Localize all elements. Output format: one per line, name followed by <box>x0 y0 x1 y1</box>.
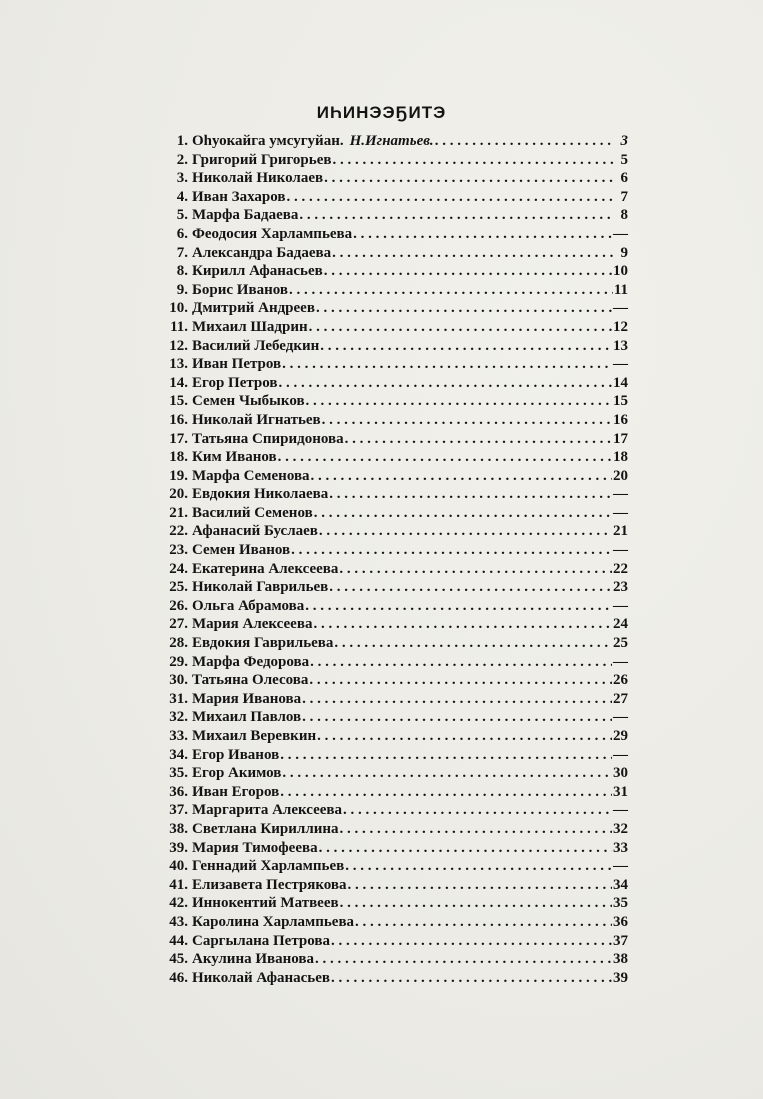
entry-title: Борис Иванов <box>192 281 288 298</box>
entry-page-number: 9 <box>620 244 628 261</box>
dot-leader <box>329 486 612 503</box>
entry-page-number: 36 <box>613 913 628 930</box>
entry-page-number: — <box>613 356 628 373</box>
entry-page-number: — <box>613 542 628 559</box>
dot-leader <box>280 747 612 764</box>
entry-title: Афанасий Буслаев <box>192 523 318 540</box>
entry-number: 30. <box>169 672 188 689</box>
toc-entry <box>160 468 628 487</box>
entry-title: Феодосия Харлампьева <box>192 225 353 242</box>
toc-entry <box>160 505 628 524</box>
entry-page-number: 25 <box>613 635 628 652</box>
entry-page-number: 10 <box>613 263 628 280</box>
dot-leader <box>353 226 612 243</box>
entry-page-number: — <box>613 225 628 242</box>
dot-leader <box>345 431 612 448</box>
table-of-contents <box>160 133 628 988</box>
entry-page-number: 22 <box>613 560 628 577</box>
dot-leader <box>322 412 612 429</box>
toc-entry <box>160 133 628 152</box>
entry-page-number: 3 <box>620 133 628 149</box>
entry-title: Елизавета Пестрякова <box>192 876 347 893</box>
show-through-texture <box>66 58 706 73</box>
toc-entry <box>160 300 628 319</box>
dot-leader <box>317 728 612 745</box>
entry-number: 40. <box>169 858 188 875</box>
entry-number: 46. <box>169 969 188 986</box>
dot-leader <box>334 635 612 652</box>
entry-title: Николай Игнатьев <box>192 411 321 428</box>
entry-title: Дмитрий Андреев <box>192 300 315 317</box>
entry-page-number: 15 <box>613 393 628 410</box>
toc-entry <box>160 784 628 803</box>
entry-number: 28. <box>169 635 188 652</box>
dot-leader <box>355 914 612 931</box>
entry-title: Марфа Бадаева <box>192 207 299 224</box>
entry-page-number: 26 <box>613 672 628 689</box>
entry-title: Мария Тимофеева <box>192 839 318 856</box>
entry-title: Александра Бадаева <box>192 244 332 261</box>
entry-number: 32. <box>169 709 188 726</box>
toc-entry <box>160 598 628 617</box>
dot-leader <box>311 468 612 485</box>
entry-page-number: — <box>613 597 628 614</box>
entry-number: 5. <box>176 207 188 224</box>
dot-leader <box>339 561 612 578</box>
entry-number: 23. <box>169 542 188 559</box>
dot-leader <box>289 282 613 299</box>
entry-title: Николай Николаев <box>192 170 324 187</box>
toc-entry <box>160 672 628 691</box>
entry-page-number: 14 <box>613 374 628 391</box>
entry-title: Марфа Федорова <box>192 653 310 670</box>
entry-number: 1. <box>176 133 188 149</box>
entry-title: Иван Егоров <box>192 783 280 800</box>
dot-leader <box>309 672 612 689</box>
entry-page-number: 16 <box>613 411 628 428</box>
entry-title: Акулина Иванова <box>192 951 314 968</box>
entry-number: 21. <box>169 504 188 521</box>
entry-title: Ким Иванов <box>192 449 277 466</box>
toc-entry <box>160 207 628 226</box>
dot-leader <box>310 654 612 671</box>
toc-entry <box>160 691 628 710</box>
entry-number: 6. <box>176 225 188 242</box>
entry-page-number: — <box>613 300 628 317</box>
entry-number: 42. <box>169 895 188 912</box>
entry-number: 24. <box>169 560 188 577</box>
entry-page-number: 12 <box>613 318 628 335</box>
entry-title: Татьяна Олесова <box>192 672 309 689</box>
entry-title: Василий Семенов <box>192 504 313 521</box>
dot-leader <box>299 207 615 224</box>
toc-entry <box>160 170 628 189</box>
entry-page-number: — <box>613 746 628 763</box>
entry-title: Евдокия Николаева <box>192 486 329 503</box>
dot-leader <box>302 691 612 708</box>
entry-title: Геннадий Харлампьев <box>192 858 345 875</box>
entry-page-number: 39 <box>613 969 628 986</box>
dot-leader <box>315 951 612 968</box>
entry-author: Н.Игнатьев. <box>349 133 434 149</box>
dot-leader <box>332 245 615 262</box>
toc-entry <box>160 393 628 412</box>
dot-leader <box>324 170 615 187</box>
toc-entry <box>160 877 628 896</box>
entry-number: 39. <box>169 839 188 856</box>
entry-page-number: — <box>613 802 628 819</box>
entry-page-number: 30 <box>613 765 628 782</box>
dot-leader <box>319 523 612 540</box>
entry-title: Светлана Кириллина <box>192 820 339 837</box>
toc-entry <box>160 412 628 431</box>
toc-entry <box>160 821 628 840</box>
entry-page-number: 7 <box>620 188 628 205</box>
entry-page-number: 5 <box>620 151 628 168</box>
toc-entry <box>160 486 628 505</box>
dot-leader <box>345 858 612 875</box>
entry-number: 22. <box>169 523 188 540</box>
dot-leader <box>313 616 612 633</box>
dot-leader <box>331 933 612 950</box>
entry-title: Иван Захаров <box>192 188 286 205</box>
dot-leader <box>435 133 615 150</box>
entry-title: Михаил Шадрин <box>192 318 308 335</box>
entry-page-number: 20 <box>613 467 628 484</box>
entry-title: Каролина Харлампьева <box>192 913 355 930</box>
entry-title: Маргарита Алексеева <box>192 802 343 819</box>
dot-leader <box>291 542 612 559</box>
entry-page-number: 17 <box>613 430 628 447</box>
entry-number: 29. <box>169 653 188 670</box>
entry-title: Татьяна Спиридонова <box>192 430 344 447</box>
toc-entry <box>160 914 628 933</box>
dot-leader <box>309 319 612 336</box>
entry-title: Марфа Семенова <box>192 467 310 484</box>
entry-page-number: 11 <box>613 281 628 298</box>
toc-entry <box>160 747 628 766</box>
toc-entry <box>160 189 628 208</box>
dot-leader <box>305 598 612 615</box>
entry-title: Иннокентий Матвеев <box>192 895 339 912</box>
page-title: ИҺИНЭЭҔИТЭ <box>316 103 447 123</box>
dot-leader <box>340 821 612 838</box>
entry-number: 25. <box>169 579 188 596</box>
entry-page-number: — <box>613 858 628 875</box>
toc-entry <box>160 449 628 468</box>
entry-page-number: 24 <box>613 616 628 633</box>
entry-number: 10. <box>169 300 188 317</box>
entry-page-number: 6 <box>620 170 628 187</box>
entry-title: Семен Иванов <box>192 542 291 559</box>
entry-number: 43. <box>169 913 188 930</box>
toc-entry <box>160 654 628 673</box>
entry-number: 18. <box>169 449 188 466</box>
entry-page-number: 29 <box>613 728 628 744</box>
entry-number: 41. <box>169 876 188 893</box>
entry-page-number: — <box>613 653 628 670</box>
dot-leader <box>343 802 612 819</box>
entry-title: Егор Петров <box>192 374 278 391</box>
entry-number: 38. <box>169 820 188 837</box>
entry-number: 7. <box>176 244 188 261</box>
toc-entry <box>160 375 628 394</box>
entry-page-number: 27 <box>613 690 628 707</box>
entry-page-number: 32 <box>613 820 628 837</box>
entry-page-number: — <box>613 709 628 726</box>
dot-leader <box>314 505 612 522</box>
entry-title: Оһуокайга умсугуйан. <box>192 133 344 149</box>
entry-title: Евдокия Гаврильева <box>192 635 334 652</box>
entry-title: Саргылана Петрова <box>192 932 330 949</box>
entry-number: 2. <box>176 151 188 168</box>
entry-title: Николай Гаврильев <box>192 579 329 596</box>
dot-leader <box>320 338 612 355</box>
entry-number: 14. <box>169 374 188 391</box>
dot-leader <box>319 840 612 857</box>
entry-number: 26. <box>169 597 188 614</box>
entry-number: 37. <box>169 802 188 819</box>
entry-number: 45. <box>169 951 188 968</box>
entry-page-number: 13 <box>613 337 628 354</box>
toc-entry <box>160 561 628 580</box>
entry-title: Екатерина Алексеева <box>192 560 339 577</box>
entry-number: 13. <box>169 356 188 373</box>
entry-number: 20. <box>169 486 188 503</box>
entry-page-number: 23 <box>613 579 628 596</box>
entry-page-number: 38 <box>613 951 628 968</box>
entry-title: Николай Афанасьев <box>192 969 330 986</box>
entry-number: 34. <box>169 746 188 763</box>
dot-leader <box>332 152 615 169</box>
dot-leader <box>340 895 612 912</box>
toc-entry <box>160 709 628 728</box>
toc-entry <box>160 319 628 338</box>
entry-number: 35. <box>169 765 188 782</box>
entry-number: 44. <box>169 932 188 949</box>
entry-page-number: 31 <box>613 783 628 800</box>
dot-leader <box>278 449 612 466</box>
dot-leader <box>348 877 613 894</box>
entry-title: Семен Чыбыков <box>192 393 305 410</box>
toc-entry <box>160 895 628 914</box>
entry-number: 8. <box>176 263 188 280</box>
entry-title: Егор Иванов <box>192 746 280 763</box>
entry-page-number: — <box>613 504 628 521</box>
entry-number: 12. <box>169 337 188 354</box>
toc-entry <box>160 765 628 784</box>
toc-entry <box>160 523 628 542</box>
dot-leader <box>278 375 612 392</box>
dot-leader <box>302 709 612 726</box>
toc-entry <box>160 970 628 989</box>
dot-leader <box>329 579 612 596</box>
entry-page-number: 34 <box>613 876 628 893</box>
entry-title: Мария Алексеева <box>192 616 313 633</box>
entry-number: 16. <box>169 411 188 428</box>
entry-number: 36. <box>169 783 188 800</box>
toc-entry <box>160 616 628 635</box>
entry-page-number: 21 <box>613 523 628 540</box>
toc-entry <box>160 542 628 561</box>
dot-leader <box>282 765 612 782</box>
entry-number: 15. <box>169 393 188 410</box>
dot-leader <box>282 356 612 373</box>
entry-page-number: 18 <box>613 449 628 466</box>
entry-page-number: 35 <box>613 895 628 912</box>
toc-entry <box>160 728 628 747</box>
entry-title: Мария Иванова <box>192 690 302 707</box>
toc-entry <box>160 579 628 598</box>
toc-entry <box>160 356 628 375</box>
toc-entry <box>160 840 628 859</box>
toc-entry <box>160 858 628 877</box>
entry-number: 17. <box>169 430 188 447</box>
dot-leader <box>324 263 612 280</box>
entry-title: Михаил Павлов <box>192 709 302 726</box>
entry-number: 31. <box>169 690 188 707</box>
dot-leader <box>316 300 612 317</box>
entry-title: Василий Лебедкин <box>192 337 320 354</box>
entry-number: 27. <box>169 616 188 633</box>
toc-entry <box>160 226 628 245</box>
entry-title: Михаил Веревкин <box>192 728 317 744</box>
toc-entry <box>160 951 628 970</box>
entry-page-number: — <box>613 486 628 503</box>
dot-leader <box>331 970 612 987</box>
toc-entry <box>160 282 628 301</box>
toc-entry <box>160 152 628 171</box>
entry-number: 4. <box>176 188 188 205</box>
entry-number: 33. <box>169 728 188 744</box>
entry-title: Кирилл Афанасьев <box>192 263 323 280</box>
entry-title: Иван Петров <box>192 356 282 373</box>
toc-entry <box>160 635 628 654</box>
entry-title: Егор Акимов <box>192 765 282 782</box>
entry-number: 9. <box>176 281 188 298</box>
entry-number: 3. <box>176 170 188 187</box>
entry-title: Ольга Абрамова <box>192 597 305 614</box>
toc-entry <box>160 802 628 821</box>
toc-entry <box>160 933 628 952</box>
entry-page-number: 37 <box>613 932 628 949</box>
entry-page-number: 8 <box>620 207 628 224</box>
dot-leader <box>280 784 612 801</box>
toc-entry <box>160 245 628 264</box>
entry-number: 19. <box>169 467 188 484</box>
dot-leader <box>286 189 615 206</box>
toc-entry <box>160 263 628 282</box>
entry-number: 11. <box>170 318 188 335</box>
entry-page-number: 33 <box>613 839 628 856</box>
toc-entry <box>160 338 628 357</box>
dot-leader <box>306 393 612 410</box>
toc-entry <box>160 431 628 450</box>
entry-title: Григорий Григорьев <box>192 151 332 168</box>
